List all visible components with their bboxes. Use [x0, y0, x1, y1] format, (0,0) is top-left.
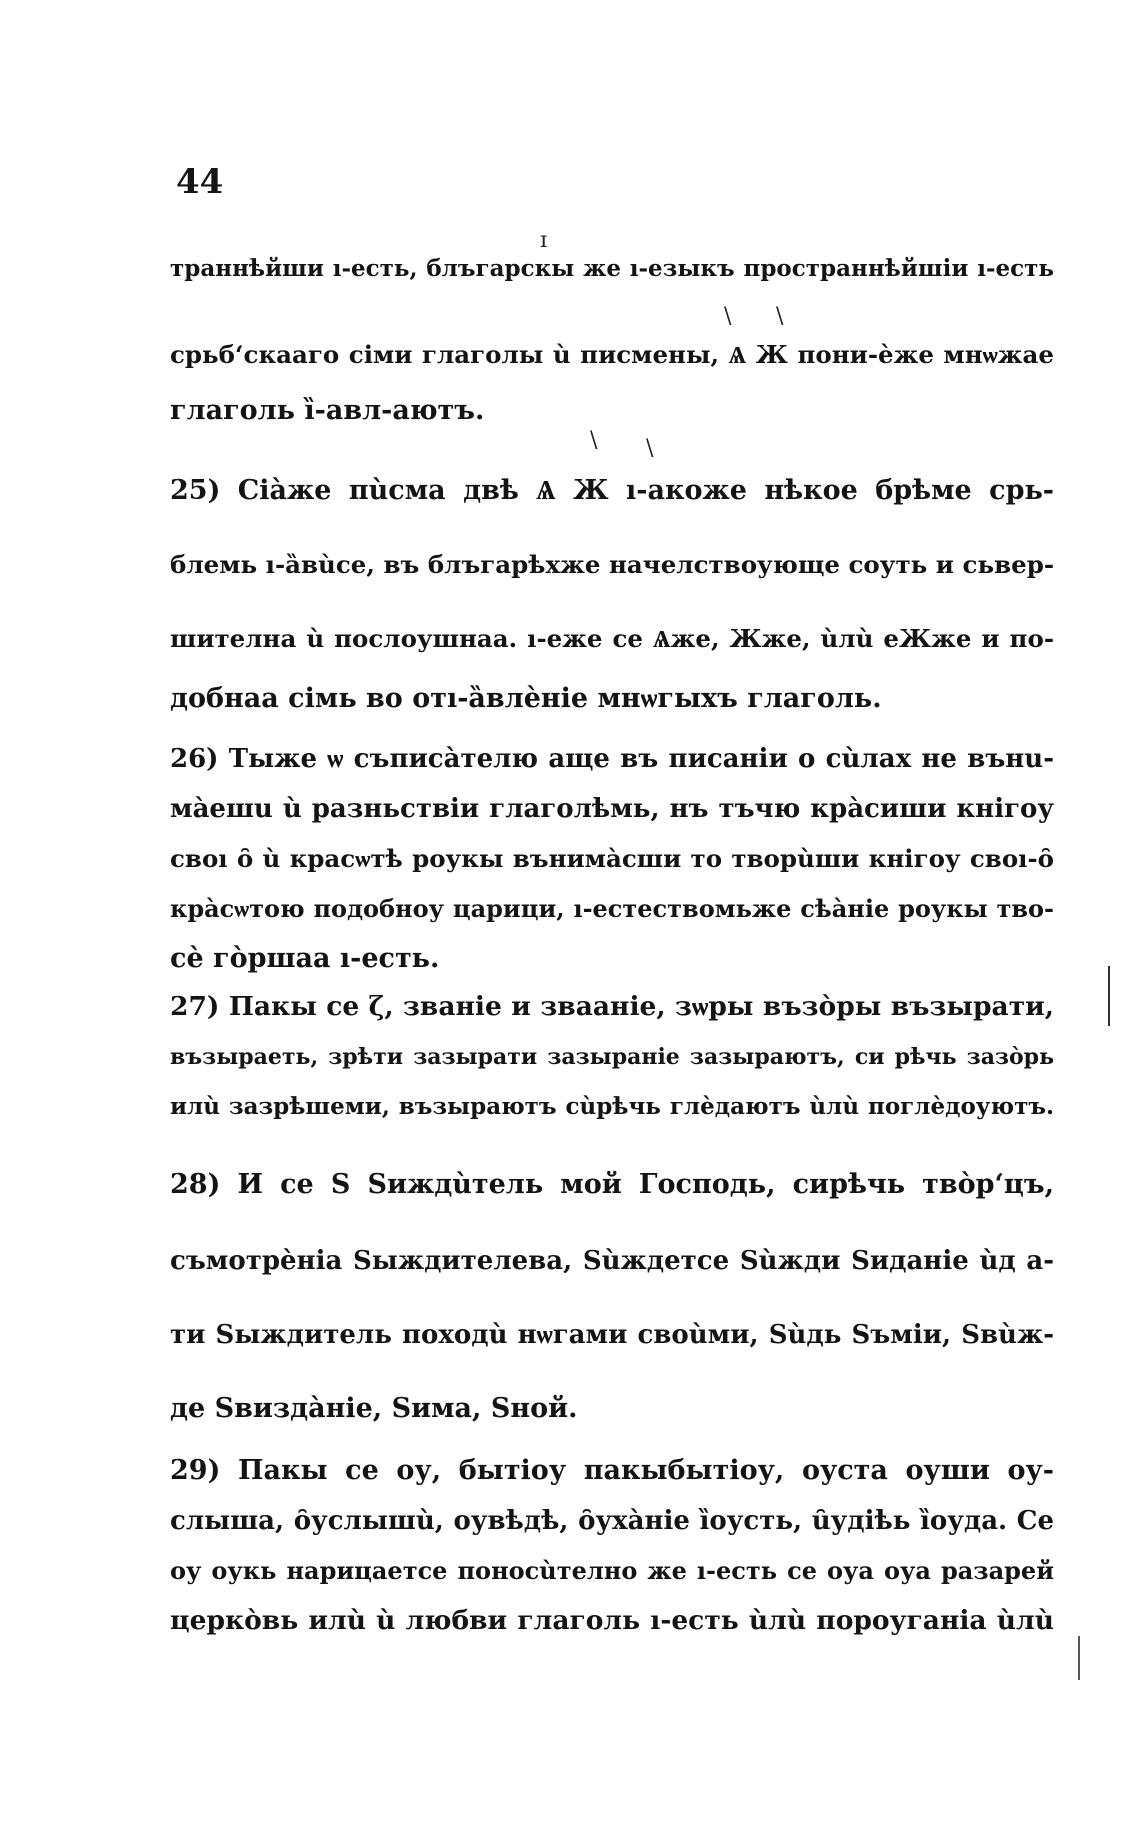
text-line: блемь ı-ȁвùсе, въ блъгарѣхже начелствоующе соуть и сьвер-: [170, 550, 1054, 579]
text-line: ти Ѕыждитель походù нѡгами своùми, Ѕùдь Ѕъмiи, Ѕвùж-: [170, 1320, 1054, 1350]
scan-margin-mark: [1078, 1636, 1080, 1680]
accent-mark: \: [646, 436, 654, 461]
text-line: мàешu ù разньствiи глаголѣмь, нъ тъчю крàсиши кнiгоу: [170, 794, 1054, 824]
accent-mark: ɪ: [540, 228, 548, 253]
text-line: добнаа сiмь во отı-ȁвлèнiе мнѡгыхъ глаголь.: [170, 683, 882, 714]
text-line: 28) И се Ѕ Ѕиждùтель мой Господь, сирѣчь твòрʻцъ,: [170, 1169, 1054, 1200]
text-line: церкòвь илù ù любви глаголь ı-есть ùлù пороуганiа ùлù: [170, 1605, 1054, 1636]
text-line: съмотрèнiа Ѕыждителева, Ѕùждетсе Ѕùжди Ѕиданiе ùд а-: [170, 1246, 1054, 1276]
text-line: оу оукь нарицаетсе поносùтелно же ı-есть се оуа оуа разарей: [170, 1556, 1054, 1585]
text-line: де Ѕвиздàнiе, Ѕима, Ѕной.: [170, 1393, 578, 1424]
text-line: 25) Сiàже пùсма двѣ Ѧ Ж ı-акоже нѣкое брѣме срь-: [170, 475, 1054, 506]
text-line: сѐ гòршаа ı-есть.: [170, 943, 440, 974]
accent-mark: \: [724, 304, 732, 329]
text-line: шителна ù послоушнаа. ı-еже се Ѧже, Жже, ùлù еЖже и по-: [170, 624, 1054, 653]
text-line: крàсѡтою подобноу царици, ı-естествомьже сѣàнiе роукы тво-: [170, 894, 1054, 923]
accent-mark: \: [776, 304, 784, 329]
text-line: 26) Тыже ѡ съписàтелю аще въ писанiи о сùлах не вънu-: [170, 744, 1054, 774]
scan-margin-mark: [1108, 966, 1110, 1026]
text-line: слыша, ȏуслышù, оувѣдѣ, ȏухàнiе ȉоусть, ȗудiѣь ȉоуда. Се: [170, 1506, 1054, 1536]
text-line: 29) Пакы се оу, бытiоу пакыбытiоу, оуста оуши оу-: [170, 1455, 1054, 1486]
text-line: срьбʻскааго сiми глаголы ù писмены, Ѧ Ж пони-ѐже мнѡжае: [170, 340, 1054, 369]
text-line: траннѣйши ı-есть, блъгарскы же ı-езыкъ пространнѣйшiи ı-есть: [170, 255, 1054, 282]
text-line: възыраеть, зрѣти зазырати зазыранiе зазыраютъ, си рѣчь зазòрь: [170, 1044, 1054, 1070]
text-line: илù зазрѣшеми, възыраютъ сùрѣчь глèдаютъ ùлù поглèдоуютъ.: [170, 1093, 1054, 1120]
page-number: 44: [176, 162, 224, 202]
text-line: глаголь ȉ-авл-аютъ.: [170, 395, 485, 426]
accent-mark: \: [590, 428, 598, 453]
text-line: своı ȏ ù красѡтѣ роукы вънимàсши то творùши кнiгоу своı-ȏ: [170, 844, 1054, 873]
text-line: 27) Пакы се ζ, званiе и зваанiе, зѡры възòры възырати,: [170, 991, 1054, 1022]
